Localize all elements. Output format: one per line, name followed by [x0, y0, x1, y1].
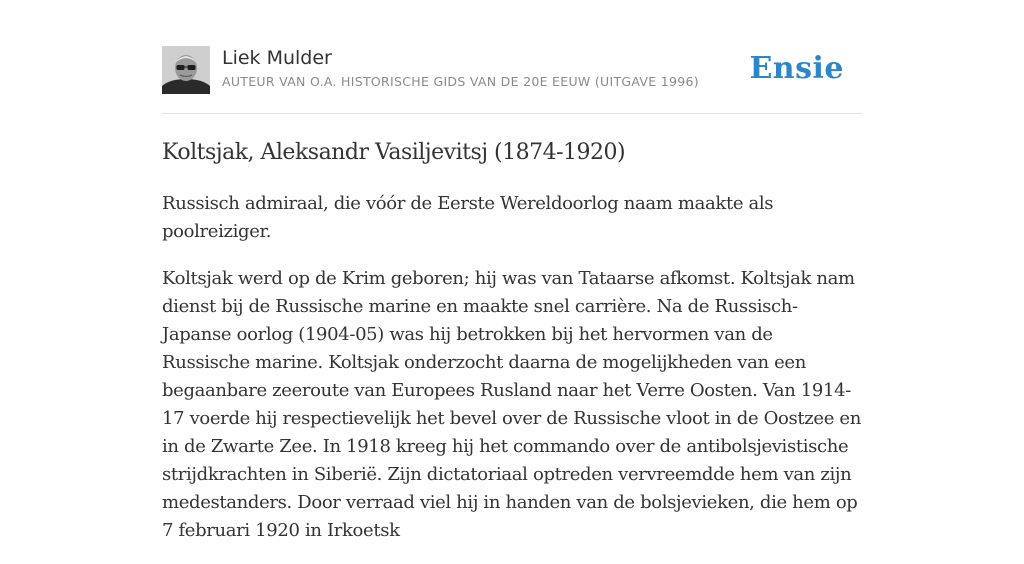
- author-name[interactable]: Liek Mulder: [222, 47, 332, 69]
- article-body: [162, 190, 862, 564]
- author-description: AUTEUR VAN O.A. HISTORISCHE GIDS VAN DE 20E EEUW (UITGAVE 1996): [222, 74, 699, 89]
- article-paragraph: Russisch admiraal, die vóór de Eerste Wereldoorlog naam maakte als poolreiziger.: [162, 193, 774, 242]
- article-title: Koltsjak, Aleksandr Vasiljevitsj (1874-1920): [162, 140, 626, 165]
- article-header: [162, 46, 862, 96]
- author-avatar[interactable]: [162, 46, 210, 94]
- ensie-logo[interactable]: Ensie: [749, 51, 844, 86]
- article-paragraph: Koltsjak werd op de Krim geboren; hij was van Tataarse afkomst. Koltsjak nam dienst bij de Russische marine en maakte snel carrière. Na de Russisch-Japanse oorlog (1904-05) was hij betrokken bij het hervormen van de Russische marine. Koltsjak onderzocht daarna de mogelijkheden van een begaanbare zeeroute van Europees Rusland naar het Verre Oosten. Van 1914-17 voerde hij respectievelijk het bevel over de Russische vloot in de Oostzee en in de Zwarte Zee. In 1918 kreeg hij het commando over de antibolsjevistische strijdkrachten in Siberië. Zijn dictatoriaal optreden vervreemdde hem van zijn medestanders. Door verraad viel hij in handen van de bolsjevieken, die hem op 7 februari 1920 in Irkoetsk: [162, 268, 861, 541]
- author-portrait-icon: [162, 46, 210, 94]
- header-divider: [162, 113, 862, 114]
